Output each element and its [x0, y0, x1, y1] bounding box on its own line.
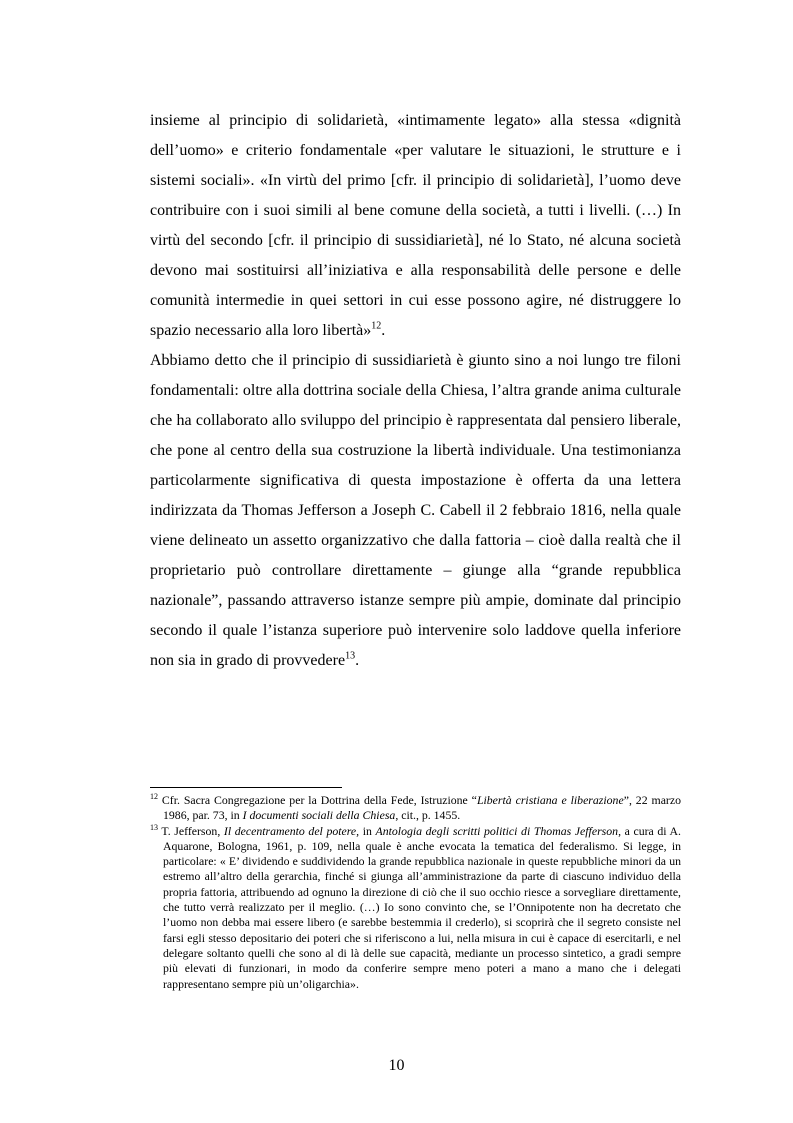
- footnote-13-source: Antologia degli scritti politici di Thomas Jefferson: [375, 823, 619, 838]
- footnote-12-text-a: Cfr. Sacra Congregazione per la Dottrina della Fede, Istruzione “: [158, 793, 477, 807]
- footnote-ref-13[interactable]: 13: [345, 650, 356, 662]
- paragraph-1-tail: .: [381, 322, 386, 339]
- footnotes: [150, 793, 681, 992]
- footnote-13-text-a: T. Jefferson,: [158, 823, 224, 838]
- footnote-13-text-b: in: [359, 823, 376, 838]
- footnote-separator: [150, 787, 342, 788]
- paragraph-1: [150, 106, 681, 346]
- footnote-number-13: 13: [150, 822, 158, 832]
- paragraph-2-text: Abbiamo detto che il principio di sussidiarietà è giunto sino a noi lungo tre filoni fondamentali: oltre alla dottrina sociale della Chiesa, l’altra grande anima culturale che ha collaborato allo sviluppo del principio è rappresentata dal pensiero liberale, che pone al centro della sua costruzione la libertà individuale. Una testimonianza particolarmente significativa di questa impostazione è offerta da una lettera indirizzata da Thomas Jefferson a Joseph C. Cabell il 2 febbraio 1816, nella quale viene delineato un assetto organizzativo che dalla fattoria – cioè dalla realtà che il proprietario può controllare direttamente – giunge alla “grande repubblica nazionale”, passando attraverso istanze sempre più ampie, dominate dal principio secondo il quale l’istanza superiore può intervenire solo laddove quella inferiore non sia in grado di provvedere: [150, 352, 681, 669]
- paragraph-2-tail: .: [355, 652, 360, 669]
- main-text: [150, 106, 681, 676]
- footnote-13: [150, 824, 681, 992]
- page-number: 10: [388, 1057, 405, 1074]
- footnote-12-text-b: ”, 22 marzo 1986, par. 73, in: [163, 793, 681, 823]
- footnote-12-title: Libertà cristiana e liberazione: [476, 793, 624, 807]
- footnote-ref-12[interactable]: 12: [371, 320, 382, 332]
- footnote-12: [150, 793, 681, 824]
- paragraph-1-text: insieme al principio di solidarietà, «intimamente legato» alla stessa «dignità dell’uomo» e criterio fondamentale «per valutare le situazioni, le strutture e i sistemi sociali». «In virtù del primo [cfr. il principio di solidarietà], l’uomo deve contribuire con i suoi simili al bene comune della società, a tutti i livelli. (…) In virtù del secondo [cfr. il principio di sussidiarietà], né lo Stato, né alcuna società devono mai sostituirsi all’iniziativa e alla responsabilità delle persone e delle comunità intermedie in quei settori in cui esse possono agire, né distruggere lo spazio necessario alla loro libertà»: [150, 112, 681, 339]
- footnote-12-text-c: , cit., p. 1455.: [395, 808, 461, 823]
- footnote-12-source: I documenti sociali della Chiesa: [242, 808, 396, 823]
- page-body: [150, 106, 681, 676]
- paragraph-2: [150, 346, 681, 676]
- footnote-number-12: 12: [150, 792, 158, 802]
- footnote-13-title: Il decentramento del potere,: [223, 823, 360, 838]
- footnote-13-text-c: , a cura di A. Aquarone, Bologna, 1961, p. 109, nella quale è anche evocata la tematica del federalismo. Si legge, in particolare: « E’ dividendo e suddividendo la grande repubblica nazionale in queste repubbliche minori da un estremo all’altro della gerarchia, finché si giunga all’amministrazione da parte di ciascuno individuo della propria fattoria, attribuendo ad ognuno la direzione di ciò che il suo occhio riesce a sorvegliare direttamente, che tutto verrà realizzato per il meglio. (…) Io sono convinto che, se l’Onnipotente non ha decretato che l’uomo non debba mai essere libero (e sarebbe bestemmia il crederlo), si scoprirà che il segreto consiste nel farsi egli stesso depositario dei poteri che si riferiscono a lui, nella misura in cui è capace di esercitarli, e nel delegare soltanto quelli che sono al di là delle sue capacità, mediante un processo sintetico, a gradi sempre più elevati di funzionari, in modo da conferire sempre meno poteri a mano a mano che i delegati rappresentano sempre più un’oligarchia».: [163, 823, 681, 991]
